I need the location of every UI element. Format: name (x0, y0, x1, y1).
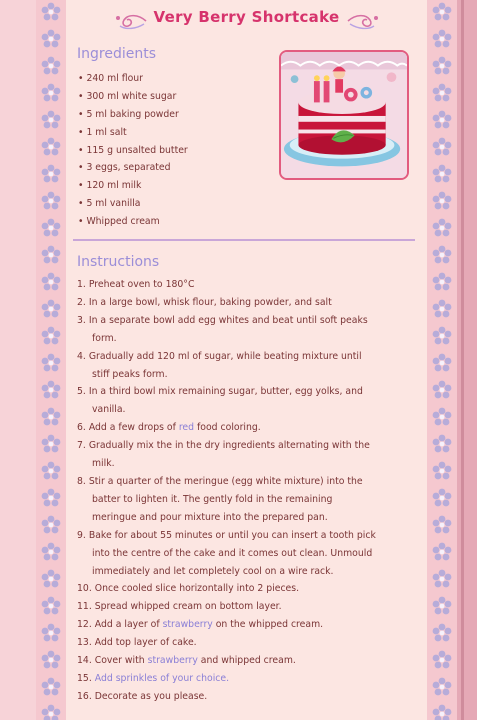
flower-icon (41, 569, 61, 589)
step-number: 16. (77, 690, 95, 702)
flower-icon (41, 299, 61, 319)
highlighted-text: strawberry (147, 655, 198, 667)
highlighted-text: red (178, 422, 195, 434)
instruction-step (77, 634, 377, 652)
instruction-step (77, 294, 377, 312)
step-text: In a large bowl, whisk flour, baking powder, and salt (88, 296, 332, 308)
step-text: Cover with (94, 655, 148, 667)
flower-icon (41, 623, 61, 643)
flower-icon (41, 704, 61, 720)
instruction-step (77, 598, 377, 616)
cake-photo (279, 50, 409, 180)
step-text: In a separate bowl add egg whites and beat until soft peaks form. (88, 314, 368, 344)
instruction-step (77, 276, 377, 294)
book-spine-edge (457, 0, 477, 720)
step-text: Once cooled slice horizontally into 2 pieces. (94, 583, 300, 595)
flower-icon (41, 137, 61, 157)
instruction-step (77, 670, 377, 688)
step-number: 15. (77, 672, 95, 684)
step-text: on the whipped cream. (212, 619, 324, 631)
step-number: 9. (77, 529, 89, 541)
flower-icon (41, 542, 61, 562)
instruction-step (77, 616, 377, 634)
step-number: 7. (77, 440, 89, 452)
flower-icon (41, 677, 61, 697)
instruction-step (77, 688, 377, 706)
step-number: 2. (77, 296, 89, 308)
step-number: 14. (77, 655, 95, 667)
flower-icon (432, 245, 452, 265)
flower-icon (432, 137, 452, 157)
ingredient-item: • 115 g unsalted butter (78, 144, 188, 156)
flower-icon (41, 596, 61, 616)
instruction-step (77, 348, 377, 384)
instruction-step (77, 312, 377, 348)
step-text: Preheat oven to 180°C (88, 279, 195, 290)
flower-icon (432, 461, 452, 481)
step-text: food coloring. (194, 422, 261, 434)
step-number: 12. (77, 619, 95, 631)
instruction-step (77, 527, 377, 581)
step-text: Add a few drops of (88, 422, 179, 434)
flower-icon (432, 677, 452, 697)
ingredient-item: • 240 ml flour (78, 73, 143, 84)
flower-icon (432, 83, 452, 103)
highlighted-text: strawberry (162, 619, 213, 631)
instruction-step (77, 580, 377, 598)
step-number: 13. (77, 637, 95, 649)
step-text: Add a layer of (94, 619, 163, 631)
flower-icon (432, 326, 452, 346)
flower-icon (41, 488, 61, 508)
flower-icon (41, 461, 61, 481)
step-number: 5. (77, 386, 89, 398)
flower-icon (41, 2, 61, 22)
right-swirl-ornament-icon (346, 10, 380, 32)
flower-icon (41, 218, 61, 238)
step-number: 11. (77, 601, 95, 613)
flower-icon (41, 110, 61, 130)
instructions-list (77, 276, 377, 706)
flower-icon (432, 110, 452, 130)
flower-icon (41, 191, 61, 211)
flower-icon (432, 191, 452, 211)
flower-icon (432, 2, 452, 22)
flower-icon (432, 515, 452, 535)
instruction-step (77, 652, 377, 670)
flower-icon (432, 488, 452, 508)
left-swirl-ornament-icon (114, 10, 148, 32)
ingredient-item: • 3 eggs, separated (78, 162, 171, 174)
flower-icon (432, 164, 452, 184)
flower-icon (432, 596, 452, 616)
flower-icon (41, 326, 61, 346)
flower-icon (41, 272, 61, 292)
step-text: Stir a quarter of the meringue (egg white mixture) into the batter to lighten it. The gently fold in the remaining meringue and pour mixture into the prepared pan. (88, 475, 363, 523)
flower-icon (41, 83, 61, 103)
section-divider (73, 239, 415, 241)
step-text: In a third bowl mix remaining sugar, butter, egg yolks, and vanilla. (88, 386, 363, 416)
recipe-title: Very Berry Shortcake (153, 8, 340, 26)
step-number: 4. (77, 350, 89, 362)
step-text: Gradually add 120 ml of sugar, while beating mixture until stiff peaks form. (88, 350, 362, 380)
step-text: Decorate as you please. (94, 690, 208, 702)
step-number: 1. (77, 279, 89, 290)
flower-icon (41, 245, 61, 265)
step-text: Spread whipped cream on bottom layer. (94, 601, 282, 613)
flower-icon (432, 218, 452, 238)
title-bar (66, 6, 427, 38)
cake-illustration (281, 52, 407, 178)
ingredient-item: • 120 ml milk (78, 180, 142, 192)
flower-icon (432, 434, 452, 454)
flower-icon (41, 515, 61, 535)
step-number: 6. (77, 422, 89, 434)
left-flower-border (36, 0, 66, 720)
step-number: 8. (77, 475, 89, 487)
ingredient-item: • 300 ml white sugar (78, 90, 177, 102)
flower-icon (432, 542, 452, 562)
ingredients-heading: Ingredients (77, 46, 156, 62)
ingredients-list (78, 70, 188, 231)
instruction-step (77, 419, 377, 437)
recipe-card (66, 0, 427, 720)
flower-icon (41, 650, 61, 670)
flower-icon (432, 704, 452, 720)
instruction-step (77, 437, 377, 473)
step-text: and whipped cream. (197, 655, 296, 667)
step-text: Add top layer of cake. (94, 637, 197, 649)
instruction-step (77, 473, 377, 527)
highlighted-text: Add sprinkles of your choice. (94, 672, 230, 684)
flower-icon (432, 56, 452, 76)
ingredient-item: • 5 ml vanilla (78, 198, 141, 210)
flower-icon (41, 29, 61, 49)
flower-icon (432, 272, 452, 292)
flower-icon (41, 164, 61, 184)
right-flower-border (427, 0, 457, 720)
flower-icon (432, 569, 452, 589)
flower-icon (432, 407, 452, 427)
flower-icon (432, 353, 452, 373)
flower-icon (432, 650, 452, 670)
flower-icon (432, 29, 452, 49)
flower-icon (41, 407, 61, 427)
step-text: Bake for about 55 minutes or until you can insert a tooth pick into the centre of the cake and it comes out clean. Unmould immediately and let completely cool on a wire rack. (88, 529, 376, 577)
flower-icon (432, 623, 452, 643)
instructions-heading: Instructions (77, 254, 160, 270)
flower-icon (41, 434, 61, 454)
instruction-step (77, 383, 377, 419)
ingredient-item: • 1 ml salt (78, 126, 127, 138)
flower-icon (41, 56, 61, 76)
flower-icon (432, 380, 452, 400)
ingredient-item: • 5 ml baking powder (78, 108, 179, 120)
book-spine-line (461, 0, 464, 720)
ingredient-item: • Whipped cream (78, 216, 160, 228)
flower-icon (41, 353, 61, 373)
flower-icon (432, 299, 452, 319)
step-number: 3. (77, 314, 89, 326)
flower-icon (41, 380, 61, 400)
step-number: 10. (77, 583, 95, 595)
step-text: Gradually mix the in the dry ingredients alternating with the milk. (88, 440, 370, 470)
